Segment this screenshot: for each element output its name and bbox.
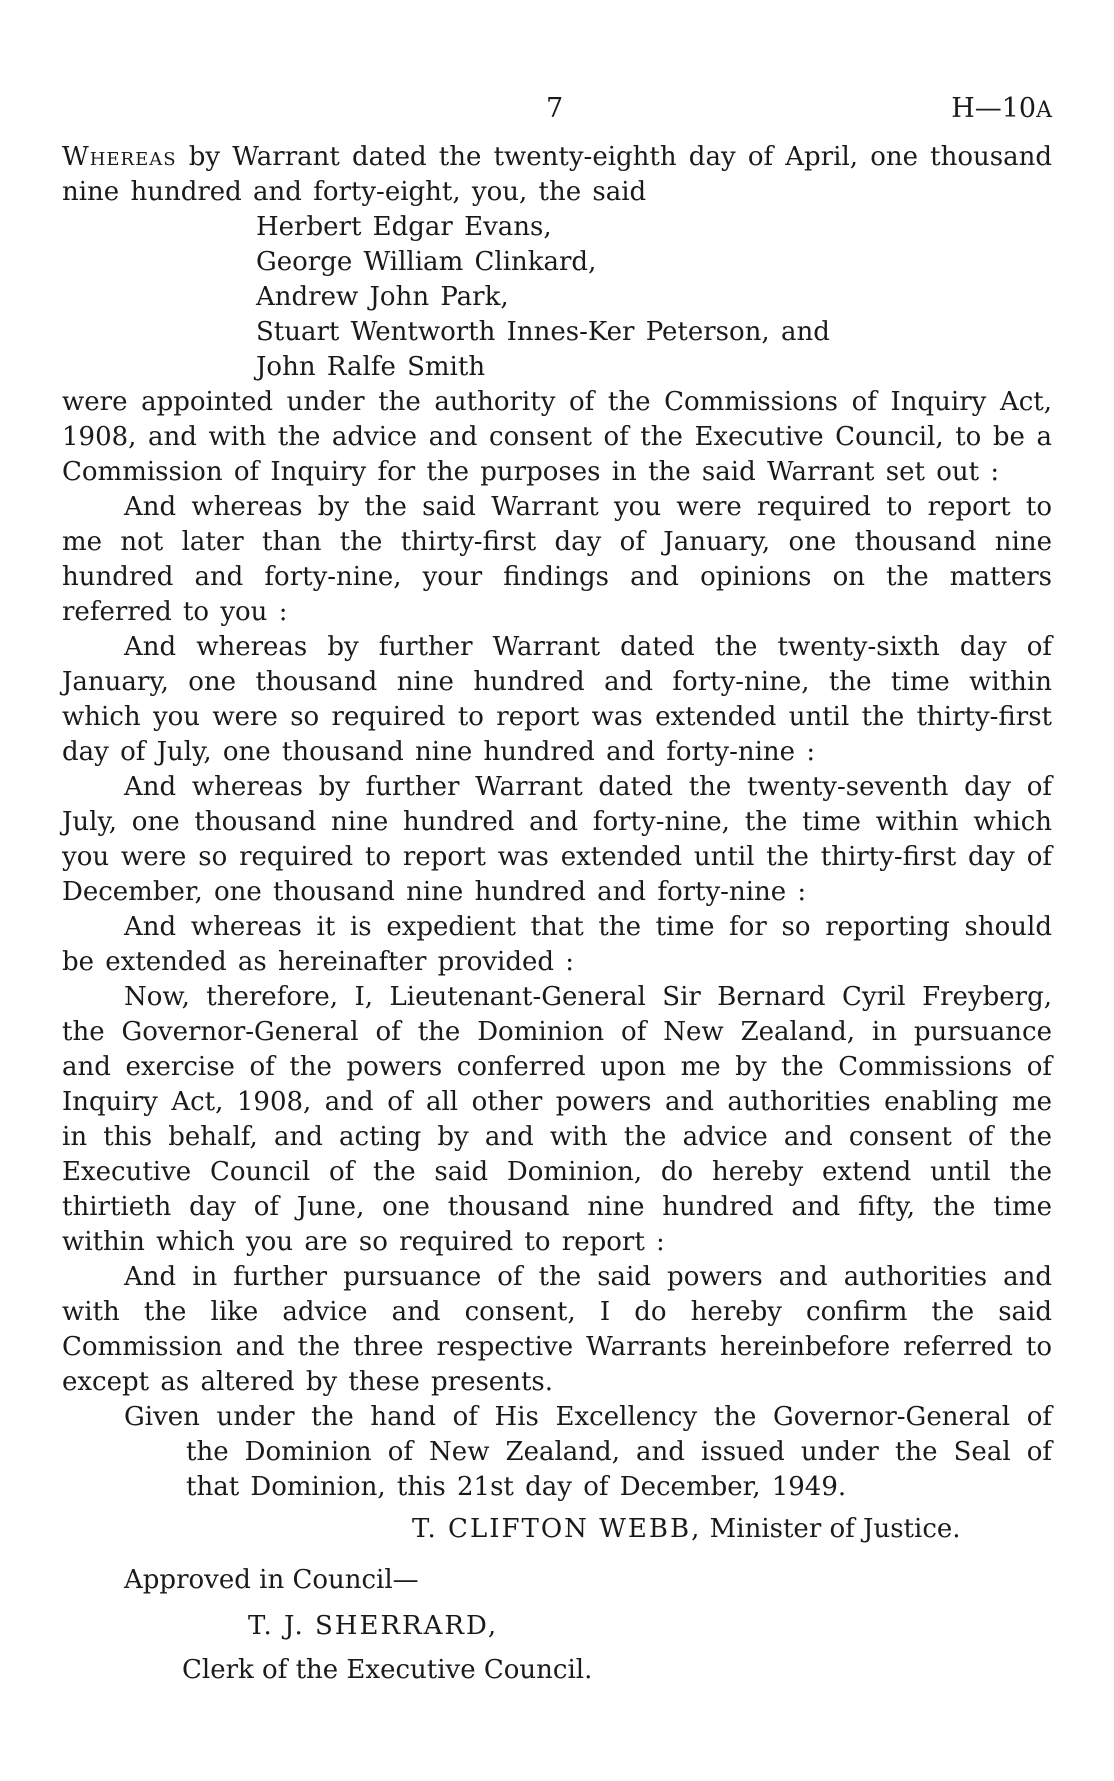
- page-header: [62, 92, 1052, 140]
- document-reference-main: H—10: [951, 93, 1037, 124]
- document-reference: [951, 92, 1052, 128]
- now-therefore-paragraph: Now, therefore, I, Lieutenant-General Sir Bernard Cyril Freyberg, the Governor-General of the Dominion of New Zealand, in pursuance and exercise of the powers conferred upon me by the Commissions of Inquiry Act, 1908, and of all other powers and authorities enabling me in this behalf, and acting by and with the advice and consent of the Executive Council of the said Dominion, do hereby extend until the thirtieth day of June, one thousand nine hundred and fifty, the time within which you are so required to report :: [62, 982, 1052, 1257]
- clerk-name: T. J. SHERRARD,: [248, 1611, 499, 1641]
- commissioner-name: Stuart Wentworth Innes-Ker Peterson, and: [256, 317, 830, 347]
- commissioner-name: Andrew John Park,: [256, 282, 509, 312]
- whereas-paragraph-second-extension: And whereas by further Warrant dated the twenty-seventh day of July, one thousand nine hundred and forty-nine, the time within which you were so required to report was extended until the thirty-first day of December, one thousand nine hundred and forty-nine :: [62, 772, 1052, 907]
- commissioner-name: George William Clinkard,: [256, 247, 597, 277]
- opening-lead-word: Whereas: [62, 142, 177, 172]
- appointment-paragraph: were appointed under the authority of the Commissions of Inquiry Act, 1908, and with the advice and consent of the Executive Council, to be a Commission of Inquiry for the purposes in the said Warrant set out :: [62, 387, 1052, 487]
- whereas-paragraph-first-extension: And whereas by further Warrant dated the twenty-sixth day of January, one thousand nine hundred and forty-nine, the time within which you were so required to report was extended until the thirty-first day of July, one thousand nine hundred and forty-nine :: [62, 632, 1052, 767]
- whereas-paragraph-report-deadline: And whereas by the said Warrant you were required to report to me not later than the thirty-first day of January, one thousand nine hundred and forty-nine, your findings and opinions on the matters referred to you :: [62, 492, 1052, 627]
- given-under-paragraph: Given under the hand of His Excellency the Governor-General of the Dominion of New Zealand, and issued under the Seal of that Dominion, this 21st day of December, 1949.: [124, 1402, 1052, 1502]
- warrant-body: [62, 140, 1052, 1505]
- document-reference-suffix: A: [1036, 98, 1052, 123]
- confirmation-paragraph: And in further pursuance of the said powers and authorities and with the like advice and consent, I do hereby confirm the said Commission and the three respective Warrants hereinbefore referred to except as altered by these presents.: [62, 1262, 1052, 1397]
- minister-name: T. CLIFTON WEBB,: [412, 1514, 702, 1544]
- page-number: 7: [546, 93, 564, 124]
- commissioner-name: Herbert Edgar Evans,: [256, 212, 552, 242]
- approved-in-council: Approved in Council—: [124, 1565, 419, 1595]
- whereas-paragraph-expedient: And whereas it is expedient that the time for so reporting should be extended as hereinafter provided :: [62, 912, 1052, 977]
- minister-title: Minister of Justice.: [701, 1514, 961, 1544]
- commissioner-name: John Ralfe Smith: [256, 352, 486, 382]
- commissioner-names-list: [256, 210, 1052, 385]
- opening-paragraph: [62, 140, 1052, 210]
- opening-text: by Warrant dated the twenty-eighth day of April, one thousand nine hundred and forty-eight, you, the said: [62, 142, 1052, 207]
- minister-signature: [62, 1509, 1052, 1549]
- document-page: [62, 92, 1052, 1689]
- clerk-title: Clerk of the Executive Council.: [182, 1655, 593, 1685]
